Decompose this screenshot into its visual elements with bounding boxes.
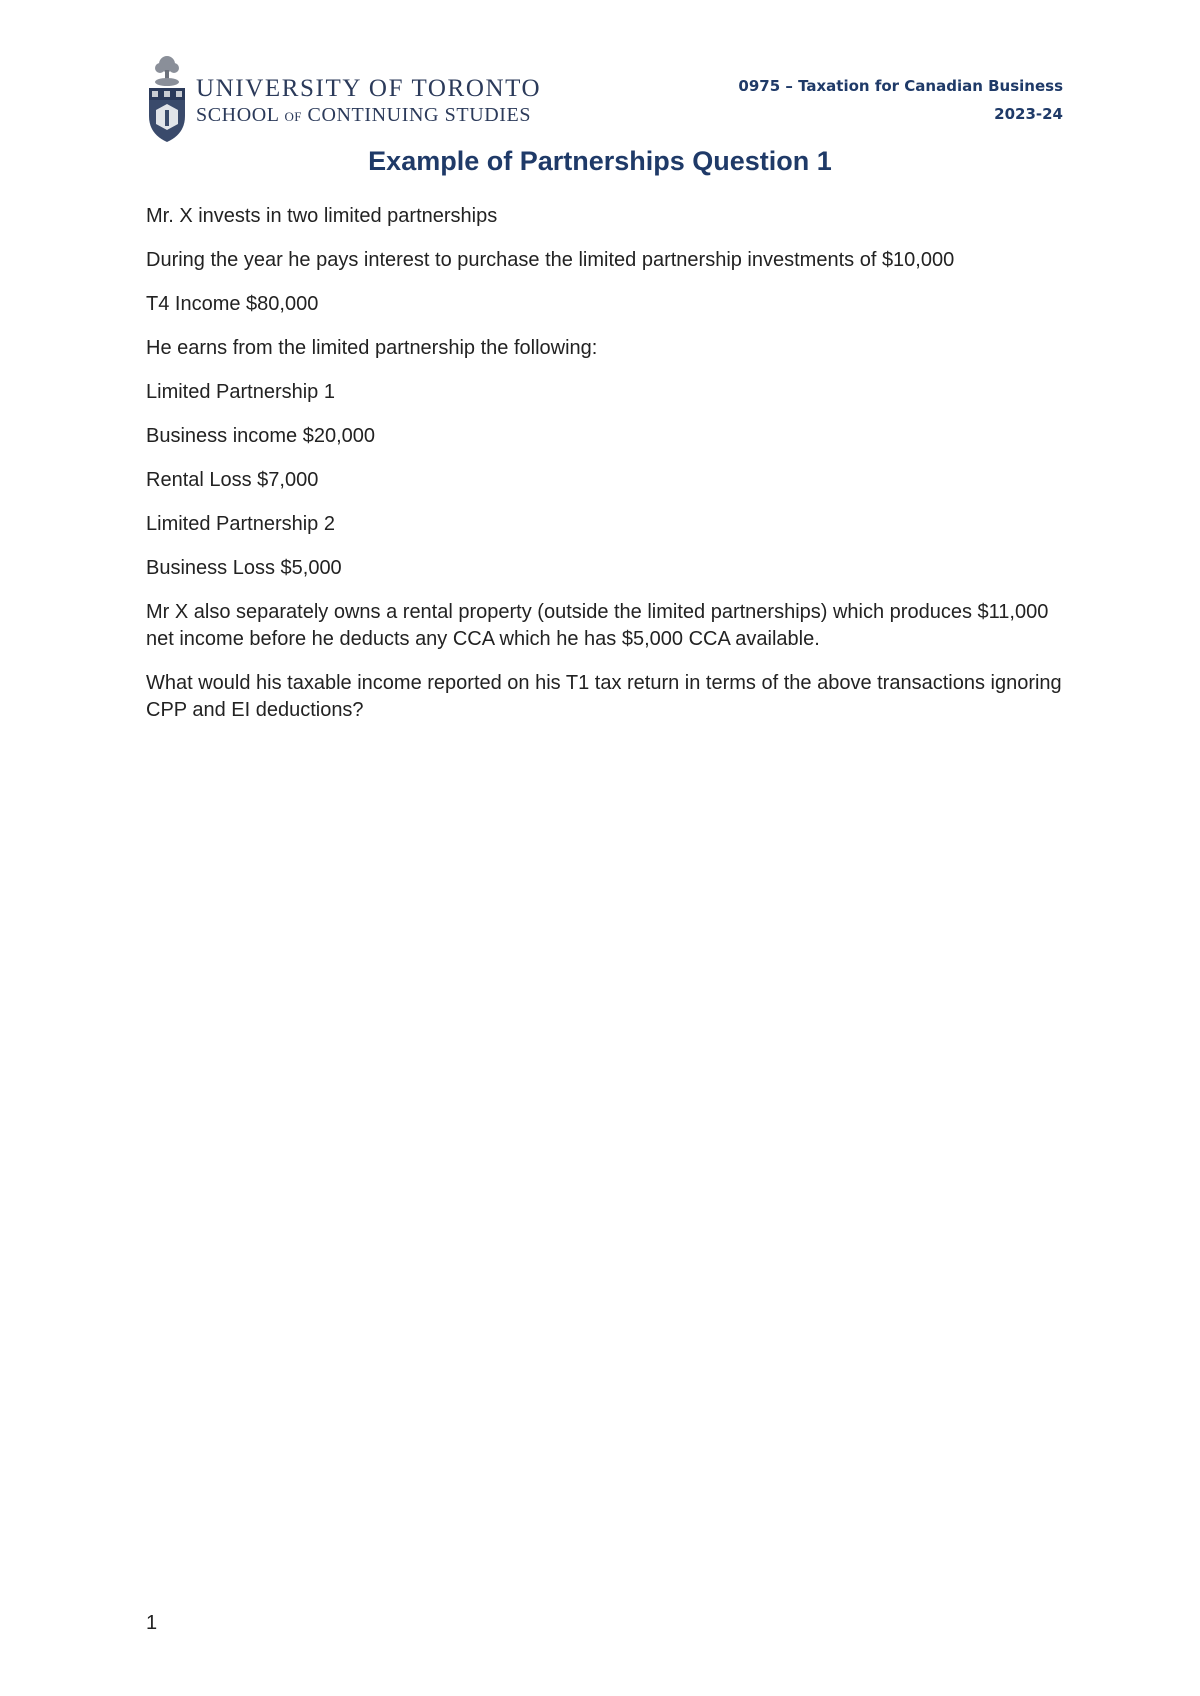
page-number: 1 <box>146 1612 158 1634</box>
paragraph: Mr. X invests in two limited partnerships <box>146 205 498 227</box>
paragraph: Limited Partnership 1 <box>146 381 335 403</box>
logo-university-name: UNIVERSITY OF TORONTO <box>196 74 542 102</box>
paragraph: Mr X also separately owns a rental property (outside the limited partnerships) which produces $11,000 net income before he deducts any CCA which he has $5,000 CCA available. <box>146 601 1049 650</box>
course-year: 2023-24 <box>994 105 1063 123</box>
logo-school-name <box>196 105 541 125</box>
logo-continuing-studies: CONTINUING STUDIES <box>307 103 532 126</box>
page-title: Example of Partnerships Question 1 <box>368 146 832 176</box>
paragraph: Limited Partnership 2 <box>146 513 335 535</box>
paragraph: What would his taxable income reported on his T1 tax return in terms of the above transactions ignoring CPP and EI deductions? <box>146 672 1062 721</box>
crest-icon <box>146 54 188 146</box>
paragraph: He earns from the limited partnership the following: <box>146 337 598 359</box>
logo-school-word: SCHOOL <box>196 103 279 126</box>
logo-wordmark <box>196 76 541 125</box>
course-header <box>738 72 1063 128</box>
paragraph: Business Loss $5,000 <box>146 557 342 579</box>
paragraph: T4 Income $80,000 <box>146 293 319 315</box>
paragraph: Business income $20,000 <box>146 425 376 447</box>
paragraph: Rental Loss $7,000 <box>146 469 319 491</box>
logo-of-word: OF <box>284 108 302 124</box>
question-body <box>146 203 1066 741</box>
university-logo <box>146 52 556 148</box>
paragraph: During the year he pays interest to purchase the limited partnership investments of $10,000 <box>146 249 955 271</box>
course-title: 0975 – Taxation for Canadian Business <box>738 77 1063 95</box>
